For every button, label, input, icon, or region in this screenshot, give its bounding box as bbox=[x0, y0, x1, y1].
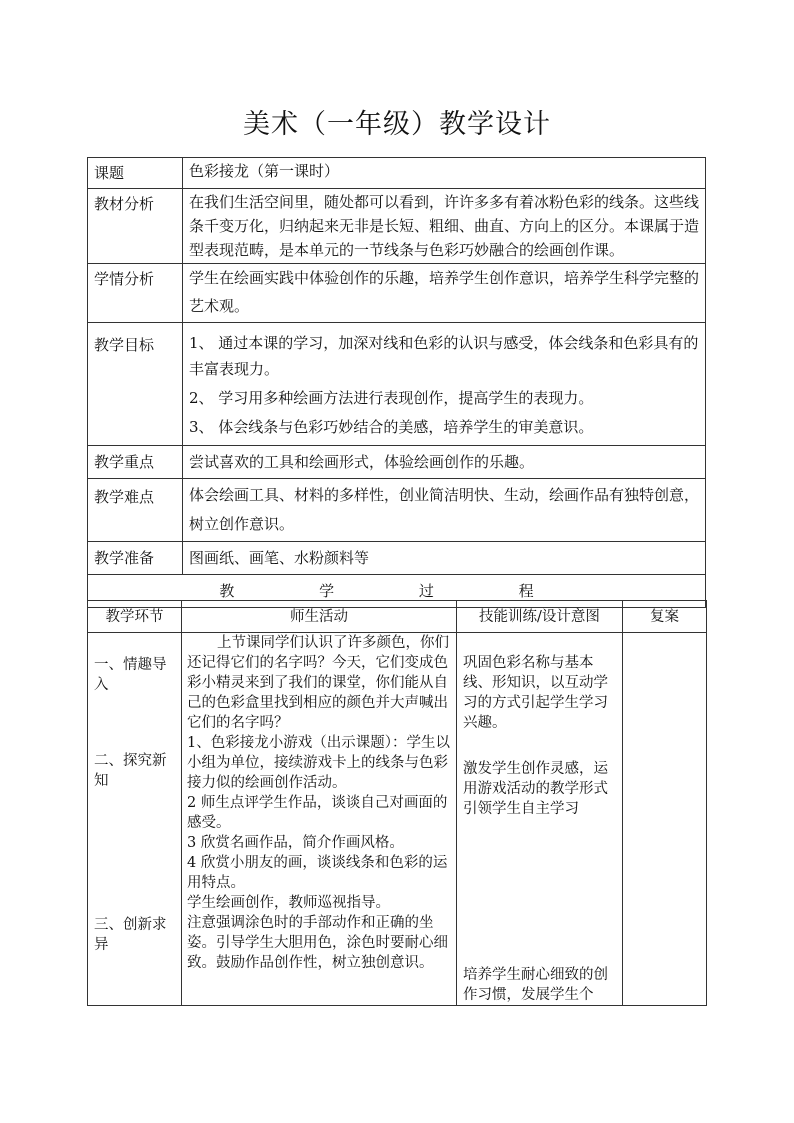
row-label-key-point: 教学重点 bbox=[88, 446, 183, 479]
column-header-stage: 教学环节 bbox=[88, 601, 182, 633]
activity-paragraph: 学生绘画创作，教师巡视指导。 bbox=[187, 895, 390, 911]
table-row bbox=[88, 479, 706, 542]
table-row bbox=[88, 542, 706, 575]
activity-paragraph: 注意强调涂色时的手部动作和正确的坐姿。引导学生大胆用色，涂色时要耐心细致。鼓励作品创作性，树立独创意识。 bbox=[187, 915, 448, 971]
objective-item: 2、 学习用多种绘画方法进行表现创作，提高学生的表现力。 bbox=[189, 389, 594, 407]
process-section-title: 教 学 过 程 bbox=[88, 575, 706, 608]
activity-column bbox=[182, 633, 457, 1006]
row-label-preparation: 教学准备 bbox=[88, 542, 183, 575]
row-label-material-analysis: 教材分析 bbox=[88, 189, 183, 264]
stage-create: 三、创新求异 bbox=[94, 917, 167, 953]
activity-paragraph: 3 欣赏名画作品，简介作画风格。 bbox=[187, 835, 404, 851]
teaching-process-table bbox=[87, 600, 707, 1006]
column-header-intent: 技能训练/设计意图 bbox=[457, 601, 623, 633]
table-row bbox=[88, 446, 706, 479]
stage-explore: 二、探究新知 bbox=[94, 753, 167, 789]
row-value-key-point: 尝试喜欢的工具和绘画形式，体验绘画创作的乐趣。 bbox=[183, 446, 706, 479]
row-label-difficulty: 教学难点 bbox=[88, 479, 183, 542]
activity-paragraph: 2 师生点评学生作品，谈谈自己对画面的感受。 bbox=[187, 795, 448, 831]
lesson-info-table bbox=[87, 157, 706, 608]
table-row bbox=[88, 189, 706, 264]
column-header-revision: 复案 bbox=[623, 601, 707, 633]
table-row bbox=[88, 633, 707, 1006]
objective-item: 1、 通过本课的学习，加深对线和色彩的认识与感受，体会线条和色彩具有的丰富表现力。 bbox=[189, 334, 699, 378]
row-label-topic: 课题 bbox=[88, 158, 183, 189]
activity-paragraph: 上节课同学们认识了许多颜色，你们还记得它们的名字吗？今天，它们变成色彩小精灵来到了我们的课堂，你们能从自己的色彩盒里找到相应的颜色并大声喊出它们的名字吗？ bbox=[187, 635, 449, 731]
table-header-row bbox=[88, 601, 707, 633]
table-row bbox=[88, 323, 706, 446]
activity-paragraph: 4 欣赏小朋友的画，谈谈线条和色彩的运用特点。 bbox=[187, 855, 448, 891]
stage-intro: 一、情趣导入 bbox=[94, 657, 167, 693]
intent-column bbox=[457, 633, 623, 1006]
page-title: 美术（一年级）教学设计 bbox=[243, 109, 551, 140]
row-label-objectives: 教学目标 bbox=[88, 323, 183, 446]
table-row bbox=[88, 264, 706, 323]
activity-paragraph: 1、色彩接龙小游戏（出示课题）：学生以小组为单位，接续游戏卡上的线条与色彩接力似的绘画创作活动。 bbox=[187, 735, 450, 791]
stage-column bbox=[88, 633, 182, 1006]
row-value-topic: 色彩接龙（第一课时） bbox=[183, 158, 706, 189]
row-value-difficulty: 体会绘画工具、材料的多样性，创业简洁明快、生动，绘画作品有独特创意，树立创作意识。 bbox=[183, 479, 706, 542]
revision-column bbox=[623, 633, 707, 1006]
intent-paragraph: 培养学生耐心细致的创作习惯，发展学生个 bbox=[463, 967, 608, 1003]
row-label-student-analysis: 学情分析 bbox=[88, 264, 183, 323]
row-value-objectives bbox=[183, 323, 706, 446]
intent-paragraph: 巩固色彩名称与基本线、形知识，以互动学习的方式引起学生学习兴趣。 bbox=[463, 655, 608, 731]
row-value-student-analysis: 学生在绘画实践中体验创作的乐趣，培养学生创作意识，培养学生科学完整的艺术观。 bbox=[183, 264, 706, 323]
objective-item: 3、 体会线条与色彩巧妙结合的美感，培养学生的审美意识。 bbox=[189, 418, 594, 436]
intent-paragraph: 激发学生创作灵感，运用游戏活动的教学形式引领学生自主学习 bbox=[463, 761, 608, 817]
column-header-activity: 师生活动 bbox=[182, 601, 457, 633]
row-value-preparation: 图画纸、画笔、水粉颜料等 bbox=[183, 542, 706, 575]
row-value-material-analysis: 在我们生活空间里，随处都可以看到，许许多多有着冰粉色彩的线条。这些线条千变万化，归纳起来无非是长短、粗细、曲直、方向上的区分。本课属于造型表现范畴，是本单元的一节线条与色彩巧妙融合的绘画创作课。 bbox=[183, 189, 706, 264]
table-row bbox=[88, 158, 706, 189]
